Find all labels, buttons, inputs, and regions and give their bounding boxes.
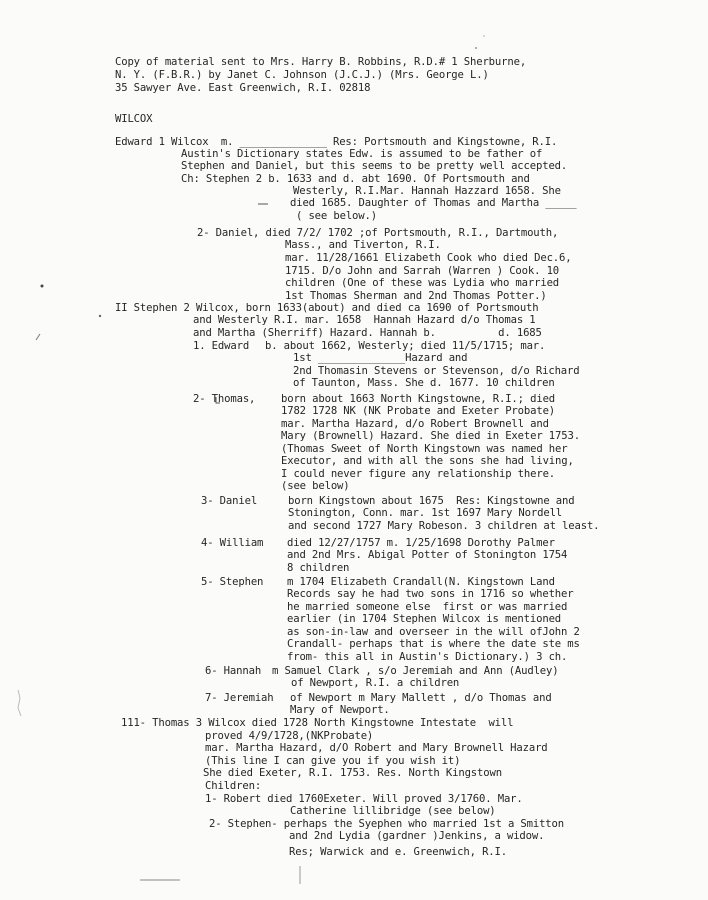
header-line: 35 Sawyer Ave. East Greenwich, R.I. 02818 xyxy=(115,82,371,94)
thomas3-line: Catherine lillibridge (see below) xyxy=(290,805,496,817)
child-line: Executor, and with all the sons she had living, xyxy=(281,455,574,467)
child-line: born about 1663 North Kingstowne, R.I.; died xyxy=(281,393,556,405)
stephen2-line: and Martha (Sherriff) Hazard. Hannah b. d. 1685 xyxy=(193,327,542,339)
daniel-line: mar. 11/28/1661 Elizabeth Cook who died Dec.6, xyxy=(285,252,572,264)
child-line: m 1704 Elizabeth Crandall(N. Kingstown Land xyxy=(287,576,555,588)
thomas3-line: mar. Martha Hazard, d/O Robert and Mary Brownell Hazard xyxy=(205,742,548,754)
stephen2-line: and Westerly R.I. mar. 1658 Hannah Hazard d/o Thomas 1 xyxy=(193,314,536,326)
child-line: died 12/27/1757 m. 1/25/1698 Dorothy Palmer xyxy=(287,537,555,549)
child-line: born Kingstown about 1675 Res: Kingstowne and xyxy=(288,495,575,507)
child-line: of Taunton, Mass. She d. 1677. 10 children xyxy=(293,377,555,389)
child-line: earlier (in 1704 Stephen Wilcox is mentioned xyxy=(287,613,562,625)
child-number: 5- Stephen xyxy=(201,576,264,588)
child-number: 7- Jeremiah xyxy=(205,692,274,704)
child-line: he married someone else first or was married xyxy=(287,601,568,613)
edward-line: Austin's Dictionary states Edw. is assumed to be father of xyxy=(181,148,543,160)
child-line: (see below) xyxy=(281,480,350,492)
child-line: from- this all in Austin's Dictionary.) 3 ch. xyxy=(287,651,568,663)
stephen2-line: II Stephen 2 Wilcox, born 1633(about) and died ca 1690 of Portsmouth xyxy=(115,302,539,314)
edward-line: Ch: Stephen 2 b. 1633 and d. abt 1690. Of Portsmouth and xyxy=(181,173,530,185)
edward-line: Edward 1 Wilcox m. ______________ Res: Portsmouth and Kingstowne, R.I. xyxy=(115,136,558,148)
child-line: Records say he had two sons in 1716 so whether xyxy=(287,588,574,600)
thomas3-line: She died Exeter, R.I. 1753. Res. North Kingstown xyxy=(203,767,502,779)
thomas3-line: 1- Robert died 1760Exeter. Will proved 3/1760. Mar. xyxy=(205,793,523,805)
thomas3-line: and 2nd Lydia (gardner )Jenkins, a widow. xyxy=(289,830,545,842)
child-number: 3- Daniel xyxy=(201,495,258,507)
edward-line: Stephen and Daniel, but this seems to be pretty well accepted. xyxy=(181,160,568,172)
child-line: Crandall- perhaps that is where the date ste ms xyxy=(287,638,580,650)
header-line: Copy of material sent to Mrs. Harry B. Robbins, R.D.# 1 Sherburne, xyxy=(115,56,527,68)
child-line: m Samuel Clark , s/o Jeremiah and Ann (Audley) xyxy=(272,665,559,677)
edward-line: Westerly, R.I.Mar. Hannah Hazzard 1658. She xyxy=(293,185,561,197)
child-number: 1. Edward xyxy=(193,340,250,352)
section-title: WILCOX xyxy=(115,113,153,125)
child-line: 8 children xyxy=(287,562,350,574)
child-line: 2nd Thomasin Stevens or Stevenson, d/o Richard xyxy=(293,365,580,377)
child-number: 2- Thomas, xyxy=(193,393,256,405)
child-line: b. about 1662, Westerly; died 11/5/1715; mar. xyxy=(265,340,546,352)
child-number: 6- Hannah xyxy=(205,665,262,677)
daniel-line: 1715. D/o John and Sarrah (Warren ) Cook. 10 xyxy=(285,265,560,277)
thomas3-line: 111- Thomas 3 Wilcox died 1728 North Kingstowne Intestate will xyxy=(121,717,514,729)
child-line: Mary (Brownell) Hazard. She died in Exeter 1753. xyxy=(281,430,580,442)
thomas3-line: Children: xyxy=(205,780,262,792)
thomas3-line: (This line I can give you if you wish it) xyxy=(205,755,461,767)
child-line: 1st ______________Hazard and xyxy=(293,352,468,364)
thomas3-line: Res; Warwick and e. Greenwich, R.I. xyxy=(289,846,507,858)
daniel-line: Mass., and Tiverton, R.I. xyxy=(285,239,441,251)
child-line: and 2nd Mrs. Abigal Potter of Stonington 1754 xyxy=(287,549,568,561)
child-line: Stonington, Conn. mar. 1st 1697 Mary Nordell xyxy=(288,507,563,519)
child-line: as son-in-law and overseer in the will ofJohn 2 xyxy=(287,626,580,638)
child-line: mar. Martha Hazard, d/o Robert Brownell and xyxy=(281,418,549,430)
edward-line: ( see below.) xyxy=(296,210,377,222)
child-line: of Newport m Mary Mallett , d/o Thomas and xyxy=(290,692,552,704)
child-line: Mary of Newport. xyxy=(290,704,390,716)
child-line: (Thomas Sweet of North Kingstown was named her xyxy=(281,443,568,455)
child-line: and second 1727 Mary Robeson. 3 children at least. xyxy=(288,520,600,532)
header-line: N. Y. (F.B.R.) by Janet C. Johnson (J.C.J.) (Mrs. George L.) xyxy=(115,69,489,81)
daniel-line: 2- Daniel, died 7/2/ 1702 ;of Portsmouth, R.I., Dartmouth, xyxy=(197,227,559,239)
child-line: of Newport, R.I. a children xyxy=(291,677,460,689)
child-line: I could never figure any relationship there. xyxy=(281,468,556,480)
edward-line: died 1685. Daughter of Thomas and Martha _____ xyxy=(290,197,577,209)
child-number: 4- William xyxy=(201,537,264,549)
daniel-line: 1st Thomas Sherman and 2nd Thomas Potter.) xyxy=(285,290,547,302)
thomas3-line: 2- Stephen- perhaps the Syephen who married 1st a Smitton xyxy=(209,818,564,830)
thomas3-line: proved 4/9/1728,(NKProbate) xyxy=(205,730,374,742)
child-line: 1782 1728 NK (NK Probate and Exeter Probate) xyxy=(281,405,556,417)
daniel-line: children (One of these was Lydia who married xyxy=(285,277,560,289)
